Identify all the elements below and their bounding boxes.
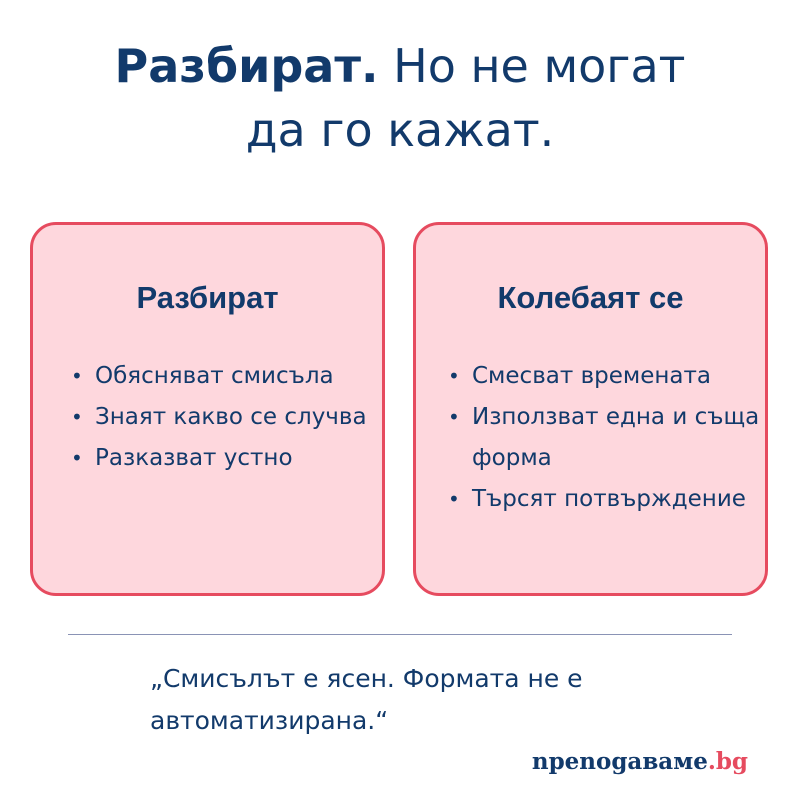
title-rest-line1: Но не могат	[393, 39, 686, 93]
list-item-text: Смесват времената	[472, 363, 711, 389]
list-item-text: Разказват устно	[95, 445, 293, 471]
brand-tld: .bg	[707, 748, 748, 775]
bullet-icon: •	[71, 405, 83, 429]
title-line2: да го кажат.	[245, 103, 555, 157]
bullet-icon: •	[448, 405, 460, 429]
list-item-text: Знаят какво се случва	[95, 404, 367, 430]
list-item	[448, 397, 765, 479]
list-item	[448, 479, 765, 520]
title-bold-part: Разбират.	[114, 39, 379, 93]
bullet-icon: •	[71, 446, 83, 470]
card-list	[33, 356, 382, 479]
bullet-icon: •	[448, 487, 460, 511]
brand-name: npenogaвaмe	[531, 748, 708, 775]
page-title	[0, 34, 800, 162]
card-hesitate	[413, 222, 768, 596]
brand-logo	[532, 748, 748, 775]
bullet-icon: •	[71, 364, 83, 388]
list-item	[71, 397, 382, 438]
list-item	[71, 356, 382, 397]
list-item	[448, 356, 765, 397]
bullet-icon: •	[448, 364, 460, 388]
card-heading: Разбират	[136, 280, 279, 315]
card-heading: Колебаят се	[497, 280, 684, 315]
list-item-text: Обясняват смисъла	[95, 363, 334, 389]
list-item-text: Търсят потвърждение	[472, 486, 746, 512]
list-item	[71, 438, 382, 479]
divider	[68, 634, 732, 635]
list-item-text: Използват една и съща форма	[472, 404, 760, 471]
card-list	[416, 356, 765, 520]
quote: „Смисълът е ясен. Формата не е автоматизирана.“	[150, 664, 583, 735]
card-understand	[30, 222, 385, 596]
